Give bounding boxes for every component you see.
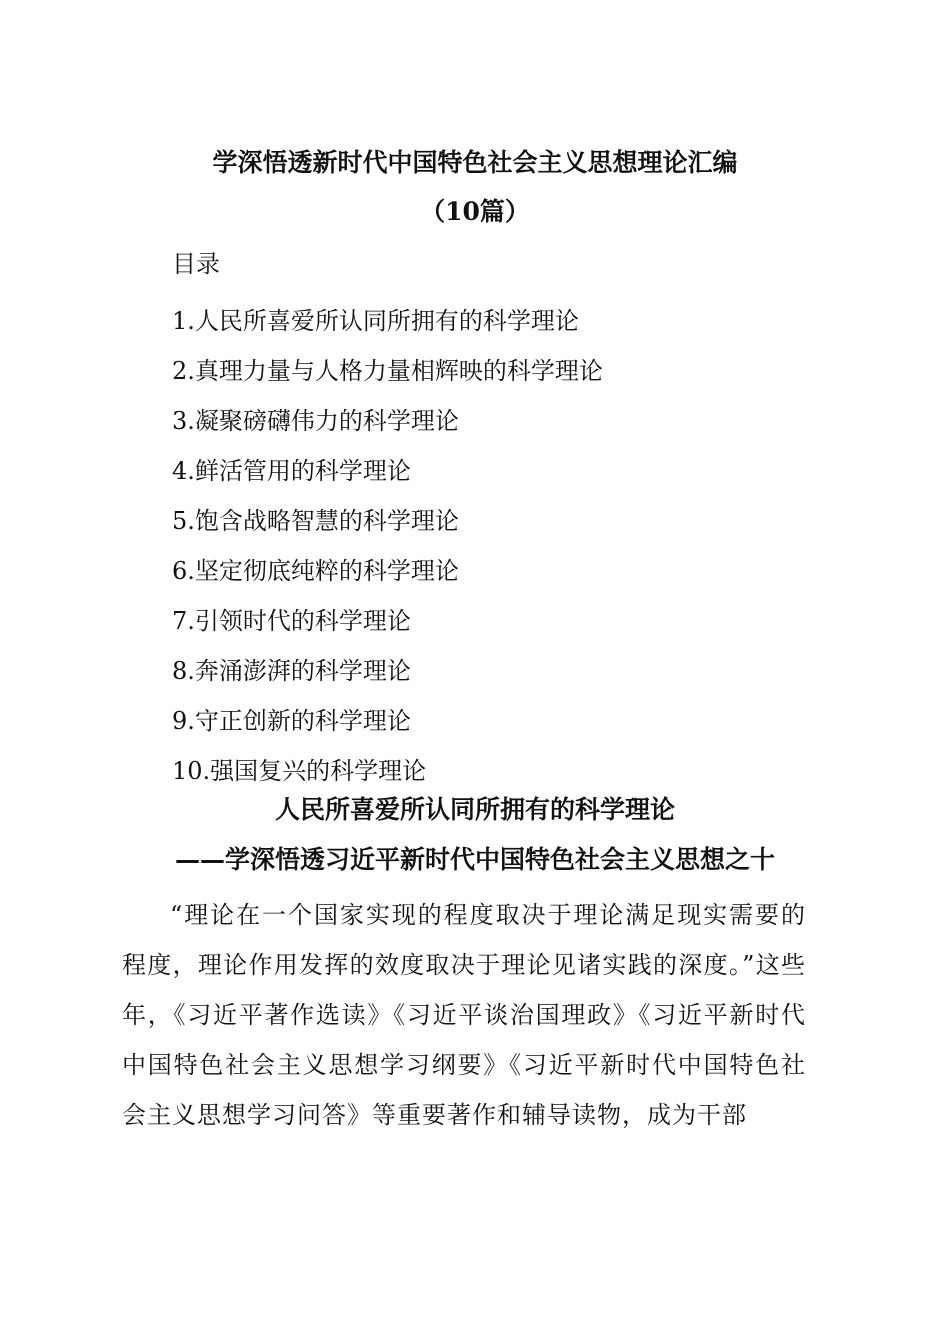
toc-item: 7.引领时代的科学理论	[172, 607, 411, 635]
toc-item: 10.强国复兴的科学理论	[172, 757, 427, 785]
document-count: （10篇）	[420, 197, 530, 226]
article-title: 人民所喜爱所认同所拥有的科学理论	[274, 795, 675, 824]
toc-item: 8.奔涌澎湃的科学理论	[172, 657, 411, 685]
toc-item: 3.凝聚磅礴伟力的科学理论	[172, 407, 459, 435]
toc-item: 5.饱含战略智慧的科学理论	[172, 507, 459, 535]
toc-item: 2.真理力量与人格力量相辉映的科学理论	[172, 357, 603, 385]
article-subtitle: ——学深悟透习近平新时代中国特色社会主义思想之十	[174, 845, 775, 874]
toc-item: 9.守正创新的科学理论	[172, 707, 411, 735]
toc-item: 4.鲜活管用的科学理论	[172, 457, 411, 485]
article-paragraph: “理论在一个国家实现的程度取决于理论满足现实需要的程度，理论作用发挥的效度取决于理论见诸实践的深度。”这些年，《习近平著作选读》《习近平谈治国理政》《习近平新时代中国特色社会主义思想学习纲要》《习近平新时代中国特色社会主义思想学习问答》等重要著作和辅导读物，成为干部	[122, 901, 806, 1129]
table-of-contents	[172, 296, 603, 796]
toc-item: 6.坚定彻底纯粹的科学理论	[172, 557, 459, 585]
toc-heading: 目录	[172, 250, 220, 278]
toc-item: 1.人民所喜爱所认同所拥有的科学理论	[172, 307, 579, 335]
document-title: 学深悟透新时代中国特色社会主义思想理论汇编	[212, 148, 738, 177]
